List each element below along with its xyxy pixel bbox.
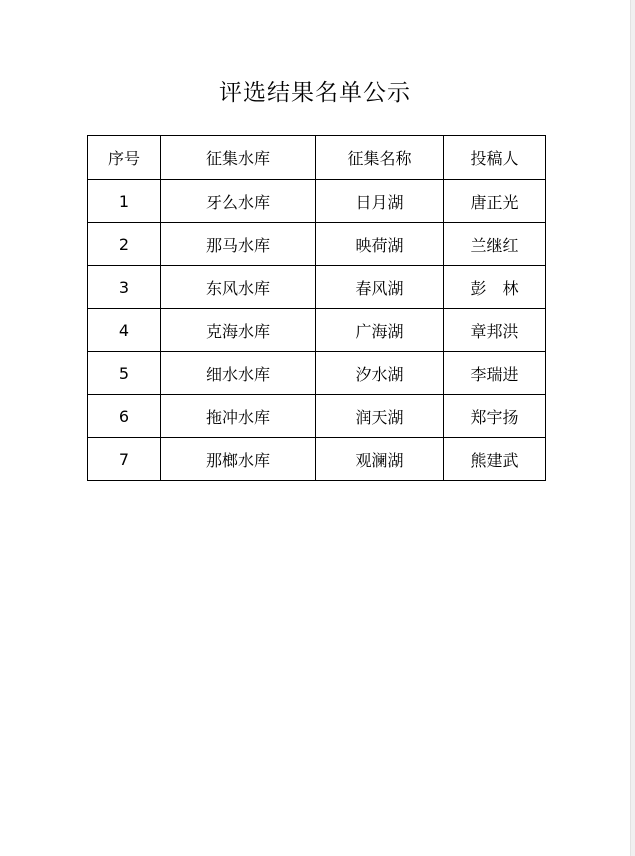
cell-name: 日月湖 bbox=[316, 180, 444, 223]
cell-reservoir: 那马水库 bbox=[161, 223, 316, 266]
cell-reservoir: 那榔水库 bbox=[161, 438, 316, 481]
cell-reservoir: 克海水库 bbox=[161, 309, 316, 352]
cell-name: 广海湖 bbox=[316, 309, 444, 352]
table-row bbox=[88, 180, 546, 223]
cell-reservoir: 东风水库 bbox=[161, 266, 316, 309]
cell-author: 章邦洪 bbox=[444, 309, 546, 352]
page-edge bbox=[630, 0, 635, 856]
header-no: 序号 bbox=[88, 136, 161, 180]
cell-no: 7 bbox=[88, 438, 161, 481]
table-row bbox=[88, 223, 546, 266]
cell-name: 润天湖 bbox=[316, 395, 444, 438]
cell-author: 兰继红 bbox=[444, 223, 546, 266]
table-row bbox=[88, 266, 546, 309]
table-header-row bbox=[88, 136, 546, 180]
cell-name: 汐水湖 bbox=[316, 352, 444, 395]
table-row bbox=[88, 395, 546, 438]
table-row bbox=[88, 438, 546, 481]
header-reservoir: 征集水库 bbox=[161, 136, 316, 180]
cell-author: 唐正光 bbox=[444, 180, 546, 223]
header-name: 征集名称 bbox=[316, 136, 444, 180]
cell-author: 熊建武 bbox=[444, 438, 546, 481]
header-author: 投稿人 bbox=[444, 136, 546, 180]
cell-name: 春风湖 bbox=[316, 266, 444, 309]
cell-author: 郑宇扬 bbox=[444, 395, 546, 438]
table-row bbox=[88, 309, 546, 352]
cell-reservoir: 牙么水库 bbox=[161, 180, 316, 223]
cell-no: 6 bbox=[88, 395, 161, 438]
cell-author: 李瑞进 bbox=[444, 352, 546, 395]
cell-no: 2 bbox=[88, 223, 161, 266]
cell-reservoir: 细水水库 bbox=[161, 352, 316, 395]
table-row bbox=[88, 352, 546, 395]
cell-no: 4 bbox=[88, 309, 161, 352]
cell-reservoir: 拖冲水库 bbox=[161, 395, 316, 438]
cell-no: 1 bbox=[88, 180, 161, 223]
cell-name: 观澜湖 bbox=[316, 438, 444, 481]
page-title: 评选结果名单公示 bbox=[219, 80, 411, 106]
cell-author: 彭 林 bbox=[444, 266, 546, 309]
cell-name: 映荷湖 bbox=[316, 223, 444, 266]
results-table bbox=[87, 135, 546, 481]
cell-no: 3 bbox=[88, 266, 161, 309]
cell-no: 5 bbox=[88, 352, 161, 395]
